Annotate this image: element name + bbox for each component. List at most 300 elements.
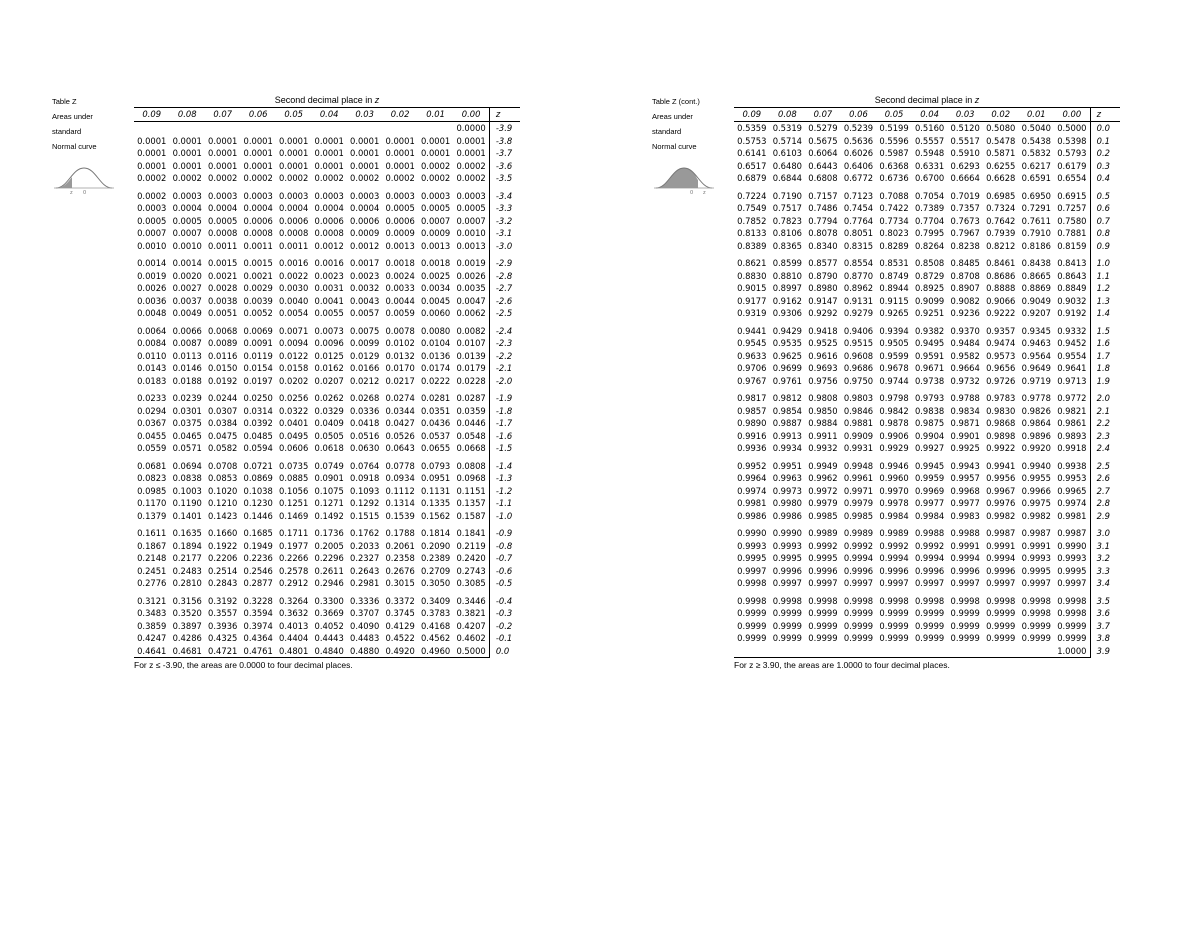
table-row: [134, 190, 520, 203]
table-cell: 0.8849: [1054, 282, 1090, 295]
table-cell: 0.1170: [137, 498, 167, 508]
table-cell: 0.8023: [879, 228, 909, 238]
column-header: 0.01: [1019, 108, 1055, 122]
table-cell: 0.9236: [950, 308, 980, 318]
table-cell: 0.0015: [243, 258, 273, 268]
table-cell: 0.9394: [879, 325, 909, 336]
table-cell: 0.7794: [808, 215, 838, 226]
table-cell: 0.8665: [1021, 270, 1051, 281]
table-cell: 0.9946: [879, 460, 909, 471]
table-cell: 0.1894: [172, 540, 202, 551]
table-cell: 0.0069: [243, 325, 273, 336]
table-cell: 0.9999: [737, 620, 767, 631]
table-cell: 0.1093: [349, 485, 380, 496]
table-cell: 0.0019: [453, 257, 489, 270]
table-cell: 0.9222: [986, 308, 1016, 318]
table-cell: 0.0014: [137, 258, 167, 268]
table-row: [134, 392, 520, 405]
table-cell: 0.0384: [208, 418, 238, 428]
table-cell: 0.0025: [420, 270, 451, 281]
table-cell: 0.0012: [349, 240, 380, 251]
table-cell: 0.0505: [314, 430, 344, 441]
table-cell: 0.6736: [879, 173, 909, 183]
table-cell: 0.9959: [914, 473, 945, 483]
table-cell: 0.0951: [420, 473, 451, 483]
table-cell: 0.9162: [772, 295, 802, 306]
table-cell: 0.9988: [950, 528, 980, 538]
table-cell: 0.0021: [243, 270, 273, 281]
table-cell: 0.7019: [950, 190, 980, 201]
table-cell: 0.9726: [986, 375, 1016, 386]
table-cell: 0.9995: [737, 553, 767, 563]
table-cell: 0.1515: [349, 510, 380, 521]
table-cell: 0.8340: [808, 240, 838, 251]
table-cell: 0.1292: [349, 498, 380, 508]
table-cell: 0.0207: [314, 375, 344, 386]
table-cell: 0.0091: [243, 338, 273, 348]
table-cell: 0.7910: [1021, 228, 1051, 238]
table-cell: 0.9920: [1021, 443, 1051, 453]
table-row: [734, 552, 1120, 565]
z-value: 1.7: [1096, 350, 1110, 361]
table-cell: 0.0022: [279, 270, 309, 281]
table-cell: 0.9991: [1021, 540, 1051, 551]
table-cell: 0.0314: [243, 405, 273, 416]
table-cell: 0.0033: [385, 283, 415, 293]
table-cell: 0.9999: [843, 608, 874, 618]
table-cell: 0.9066: [986, 295, 1016, 306]
table-cell: 0.9719: [1021, 375, 1051, 386]
table-cell: 0.4286: [172, 633, 202, 643]
table-row: [134, 472, 520, 485]
table-cell: 0.0136: [420, 350, 451, 361]
table-cell: [876, 645, 912, 658]
table-cell: 0.0041: [314, 295, 344, 306]
table-cell: 0.9998: [772, 595, 802, 606]
table-cell: 0.9999: [950, 608, 980, 618]
table-cell: 0.9957: [950, 473, 980, 483]
table-cell: 0.9989: [808, 528, 838, 538]
table-cell: 0.0004: [243, 203, 273, 213]
table-cell: 0.0023: [349, 270, 380, 281]
table-cell: 0.9890: [737, 418, 767, 428]
table-cell: [1019, 645, 1055, 658]
table-cell: 0.9192: [1054, 307, 1090, 320]
column-header-row: [734, 108, 1120, 122]
z-value: -1.5: [495, 443, 513, 453]
table-cell: 0.5199: [879, 123, 909, 133]
table-cell: 0.0009: [420, 228, 451, 238]
table-cell: 0.2611: [314, 565, 344, 576]
table-cell: 0.9922: [986, 443, 1016, 453]
table-cell: 0.0322: [279, 405, 309, 416]
table-cell: 0.0075: [349, 325, 380, 336]
side-labels: [52, 94, 134, 154]
table-cell: 0.6808: [808, 173, 838, 183]
table-cell: 0.0089: [208, 338, 238, 348]
table-cell: 0.9945: [914, 460, 945, 471]
table-cell: 0.9999: [1021, 633, 1051, 643]
table-cell: 0.0006: [243, 215, 273, 226]
z-value: 3.3: [1096, 565, 1110, 576]
table-cell: 0.9693: [808, 363, 838, 373]
table-row: [734, 160, 1120, 173]
table-cell: 0.3336: [349, 595, 380, 606]
table-cell: 0.1131: [420, 485, 451, 496]
table-cell: 0.1922: [208, 540, 238, 551]
table-cell: 0.9761: [772, 375, 802, 386]
table-cell: 0.0885: [279, 473, 309, 483]
table-cell: 0.6879: [737, 173, 767, 183]
table-cell: 0.6628: [986, 173, 1016, 183]
table-cell: 0.9616: [808, 350, 838, 361]
table-cell: 0.6517: [737, 160, 767, 171]
table-cell: 0.0026: [137, 283, 167, 293]
table-cell: 0.9898: [986, 430, 1016, 441]
table-cell: 0.0001: [243, 160, 273, 171]
table-cell: 0.5398: [1054, 135, 1090, 148]
table-row: [134, 202, 520, 215]
table-cell: 0.0036: [137, 295, 167, 306]
table-cell: 0.0001: [279, 135, 309, 146]
z-value: -3.8: [495, 135, 513, 146]
table-cell: 0.8315: [843, 240, 874, 251]
table-cell: 0.0002: [137, 173, 167, 183]
table-cell: 0.0001: [314, 135, 344, 146]
table-cell: 0.7549: [737, 203, 767, 213]
z-value: 1.1: [1096, 270, 1110, 281]
table-cell: 0.4641: [134, 645, 169, 658]
table-title: Table Z: [52, 97, 77, 106]
table-cell: 0.1841: [453, 527, 489, 540]
table-cell: 0.0001: [172, 135, 202, 146]
table-row: [134, 160, 520, 173]
table-cell: [912, 645, 948, 658]
table-cell: 0.9996: [843, 565, 874, 576]
footnote: For z ≥ 3.90, the areas are 1.0000 to four decimal places.: [734, 660, 950, 670]
column-header: 0.04: [912, 108, 948, 122]
table-cell: 0.4761: [240, 645, 275, 658]
table-row: [734, 595, 1120, 608]
table-cell: 0.0038: [208, 295, 238, 306]
table-cell: 0.4562: [420, 633, 451, 643]
table-cell: 0.9545: [737, 338, 767, 348]
table-cell: 0.9961: [843, 473, 874, 483]
table-row: [134, 337, 520, 350]
table-cell: 0.3557: [208, 608, 238, 618]
table-cell: 0.0001: [172, 160, 202, 171]
z-value: -1.7: [495, 418, 513, 428]
table-cell: [134, 122, 169, 135]
curve-tick-0: 0: [690, 190, 694, 194]
table-cell: 0.0068: [208, 325, 238, 336]
table-cell: 0.5040: [1021, 123, 1051, 133]
table-row: [134, 430, 520, 443]
table-cell: 0.0116: [208, 350, 238, 361]
column-header: 0.04: [311, 108, 346, 122]
table-cell: 0.9999: [1021, 620, 1051, 631]
table-cell: 0.9997: [808, 578, 838, 588]
table-cell: 0.0418: [349, 418, 380, 428]
table-cell: 0.0002: [420, 160, 451, 171]
table-cell: 0.0244: [208, 393, 238, 403]
table-cell: 0.2776: [137, 578, 167, 588]
table-cell: 0.5793: [1054, 147, 1090, 160]
table-cell: 0.2843: [208, 578, 238, 588]
table-cell: 0.8051: [843, 228, 874, 238]
table-cell: 0.9956: [986, 473, 1016, 483]
side-label: Areas under: [52, 112, 93, 121]
table-cell: 0.8869: [1021, 283, 1051, 293]
table-cell: 0.9977: [950, 498, 980, 508]
table-row: [734, 215, 1120, 228]
z-table-negative: [134, 107, 520, 658]
table-row: [734, 240, 1120, 253]
table-cell: 0.0016: [314, 258, 344, 268]
table-cell: 0.9850: [808, 405, 838, 416]
z-value: -3.4: [495, 190, 513, 201]
table-cell: 0.4602: [453, 632, 489, 645]
table-cell: 0.7224: [737, 190, 767, 201]
table-cell: 0.7673: [950, 215, 980, 226]
table-cell: 0.9515: [843, 338, 874, 348]
z-value: 0.8: [1096, 228, 1110, 238]
table-cell: 0.1587: [453, 510, 489, 523]
table-cell: 0.0301: [172, 405, 202, 416]
table-cell: 0.9995: [1021, 565, 1051, 576]
table-cell: 0.9916: [737, 430, 767, 441]
table-cell: 0.4801: [276, 645, 311, 658]
table-cell: 0.9994: [843, 553, 874, 563]
table-cell: 0.4168: [420, 620, 451, 631]
table-cell: 0.0104: [420, 338, 451, 348]
table-cell: 0.0005: [172, 215, 202, 226]
table-cell: 0.9992: [843, 540, 874, 551]
table-cell: 0.4840: [311, 645, 346, 658]
table-cell: 0.8413: [1054, 257, 1090, 270]
table-cell: 0.9664: [950, 363, 980, 373]
table-cell: 0.4207: [453, 620, 489, 633]
z-value: 0.9: [1096, 240, 1110, 251]
table-cell: 0.0307: [208, 405, 238, 416]
table-cell: 0.4129: [385, 620, 415, 631]
table-cell: 0.8643: [1054, 270, 1090, 283]
table-cell: 0.8888: [986, 283, 1016, 293]
table-row: [734, 442, 1120, 455]
table-cell: 0.0011: [279, 240, 309, 251]
table-cell: 0.9996: [914, 565, 945, 576]
table-cell: 0.0003: [314, 190, 344, 201]
table-cell: 0.0043: [349, 295, 380, 306]
z-value: 0.3: [1096, 160, 1110, 171]
table-cell: 0.1075: [314, 485, 344, 496]
z-value: -2.8: [495, 270, 513, 281]
table-cell: 0.0002: [208, 173, 238, 183]
table-cell: 0.0197: [243, 375, 273, 386]
curve-tick-z: z: [70, 190, 73, 194]
table-cell: 0.9878: [879, 418, 909, 428]
table-cell: 0.0107: [453, 337, 489, 350]
table-cell: 0.0968: [453, 472, 489, 485]
table-cell: 0.8078: [808, 228, 838, 238]
table-cell: 0.9992: [914, 540, 945, 551]
table-cell: 0.0001: [420, 135, 451, 146]
table-cell: 0.9995: [808, 553, 838, 563]
z-table-positive: [734, 107, 1120, 658]
table-cell: 0.9973: [772, 485, 802, 496]
table-cell: 0.9474: [986, 338, 1016, 348]
table-cell: 0.8621: [737, 258, 767, 268]
table-cell: 0.9830: [986, 405, 1016, 416]
table-cell: 0.7088: [879, 190, 909, 201]
z-value: -0.5: [495, 578, 513, 588]
table-row: [134, 257, 520, 270]
table-cell: 0.0008: [208, 228, 238, 238]
table-cell: 0.0606: [279, 443, 309, 453]
z-value: -1.8: [495, 405, 513, 416]
z-value: 3.5: [1096, 595, 1110, 606]
z-value: 3.2: [1096, 553, 1110, 563]
table-cell: 0.9962: [808, 473, 838, 483]
table-cell: 0.0102: [385, 338, 415, 348]
table-cell: 0.0202: [279, 375, 309, 386]
table-cell: 0.5636: [843, 135, 874, 146]
table-cell: 0.0001: [137, 135, 167, 146]
normal-curve-right-area-icon: [654, 162, 714, 194]
table-cell: 0.9332: [1054, 325, 1090, 338]
z-value: 0.1: [1096, 135, 1110, 146]
z-value: 1.4: [1096, 308, 1110, 318]
z-column-header: z: [1090, 108, 1120, 122]
table-cell: 0.0132: [385, 350, 415, 361]
table-cell: 0.2877: [243, 578, 273, 588]
table-cell: 0.1020: [208, 485, 238, 496]
table-cell: 0.0028: [208, 283, 238, 293]
table-cell: 0.0139: [453, 350, 489, 363]
table-cell: 0.9345: [1021, 325, 1051, 336]
table-cell: 0.9995: [772, 553, 802, 563]
table-cell: 0.9032: [1054, 295, 1090, 308]
table-cell: 0.9812: [772, 393, 802, 403]
table-cell: 0.0001: [208, 148, 238, 158]
table-cell: 0.0082: [453, 325, 489, 338]
table-cell: 0.4721: [205, 645, 240, 658]
table-cell: 0.1611: [137, 528, 167, 538]
table-cell: 0.9986: [772, 510, 802, 521]
table-cell: 0.0018: [385, 258, 415, 268]
table-cell: 0.5753: [737, 135, 767, 146]
table-cell: 0.4443: [314, 633, 344, 643]
table-cell: 0.1357: [453, 497, 489, 510]
table-cell: 0.0853: [208, 473, 238, 483]
table-cell: 0.7995: [914, 228, 945, 238]
table-cell: 0.9864: [1021, 418, 1051, 428]
z-value: -2.6: [495, 295, 513, 306]
table-cell: 0.0010: [172, 240, 202, 251]
table-cell: 0.3050: [420, 578, 451, 588]
table-cell: 0.4483: [349, 633, 380, 643]
table-cell: 0.9999: [843, 633, 874, 643]
table-cell: 0.9964: [737, 473, 767, 483]
table-cell: 0.0125: [314, 350, 344, 361]
table-cell: 0.0618: [314, 443, 344, 453]
table-cell: [382, 122, 417, 135]
table-cell: 0.2676: [385, 565, 415, 576]
table-cell: 0.8599: [772, 258, 802, 268]
table-cell: 0.0027: [172, 283, 202, 293]
table-row: [734, 350, 1120, 363]
table-cell: 0.9582: [950, 350, 980, 361]
table-cell: 0.9995: [1054, 565, 1090, 578]
table-cell: 0.9989: [879, 528, 909, 538]
table-cell: 0.3372: [385, 595, 415, 606]
table-cell: 0.0006: [385, 215, 415, 226]
table-cell: 0.5438: [1021, 135, 1051, 146]
table-cell: 0.4920: [382, 645, 417, 658]
table-cell: 0.6331: [914, 160, 945, 171]
table-cell: 0.9971: [843, 485, 874, 496]
table-row: [734, 540, 1120, 553]
z-value: -2.9: [495, 258, 513, 268]
table-cell: 0.3745: [385, 608, 415, 618]
table-cell: 0.0003: [279, 190, 309, 201]
table-cell: 0.9989: [843, 528, 874, 538]
table-row: [134, 295, 520, 308]
table-cell: 0.8133: [737, 228, 767, 238]
table-cell: 0.6700: [914, 173, 945, 183]
table-cell: 0.9991: [950, 540, 980, 551]
table-cell: 0.0008: [243, 228, 273, 238]
table-cell: 0.1949: [243, 540, 273, 551]
table-cell: 0.9881: [843, 418, 874, 428]
table-row: [734, 270, 1120, 283]
table-cell: 0.9913: [772, 430, 802, 441]
table-cell: 0.0035: [453, 282, 489, 295]
table-cell: 0.7517: [772, 203, 802, 213]
table-row: [134, 620, 520, 633]
table-row: [734, 392, 1120, 405]
table-cell: 0.0096: [314, 338, 344, 348]
table-cell: 0.0001: [172, 148, 202, 158]
table-cell: 0.8485: [950, 258, 980, 268]
table-cell: 0.9861: [1054, 417, 1090, 430]
table-cell: 0.9817: [737, 393, 767, 403]
table-cell: 0.0001: [453, 147, 489, 160]
table-cell: 0.0287: [453, 392, 489, 405]
table-cell: 0.6064: [808, 148, 838, 158]
z-value: -3.6: [495, 160, 513, 171]
table-cell: 0.9925: [950, 443, 980, 453]
table-cell: 0.9998: [808, 595, 838, 606]
z-column-header: z: [489, 108, 520, 122]
table-cell: 0.7580: [1054, 215, 1090, 228]
table-cell: 0.9484: [950, 338, 980, 348]
table-row: [734, 172, 1120, 185]
table-cell: 0.9990: [772, 528, 802, 538]
curve-tick-z: z: [703, 190, 706, 194]
table-cell: 0.0066: [172, 325, 202, 336]
z-value: 1.8: [1096, 363, 1110, 373]
z-value: -2.1: [495, 363, 513, 373]
table-cell: 0.7764: [843, 215, 874, 226]
column-header-row: [134, 108, 520, 122]
z-value: -3.0: [495, 240, 513, 251]
table-cell: 0.0170: [385, 363, 415, 373]
table-row: [134, 565, 520, 578]
table-cell: [276, 122, 311, 135]
table-cell: [841, 645, 877, 658]
table-cell: 0.6406: [843, 160, 874, 171]
